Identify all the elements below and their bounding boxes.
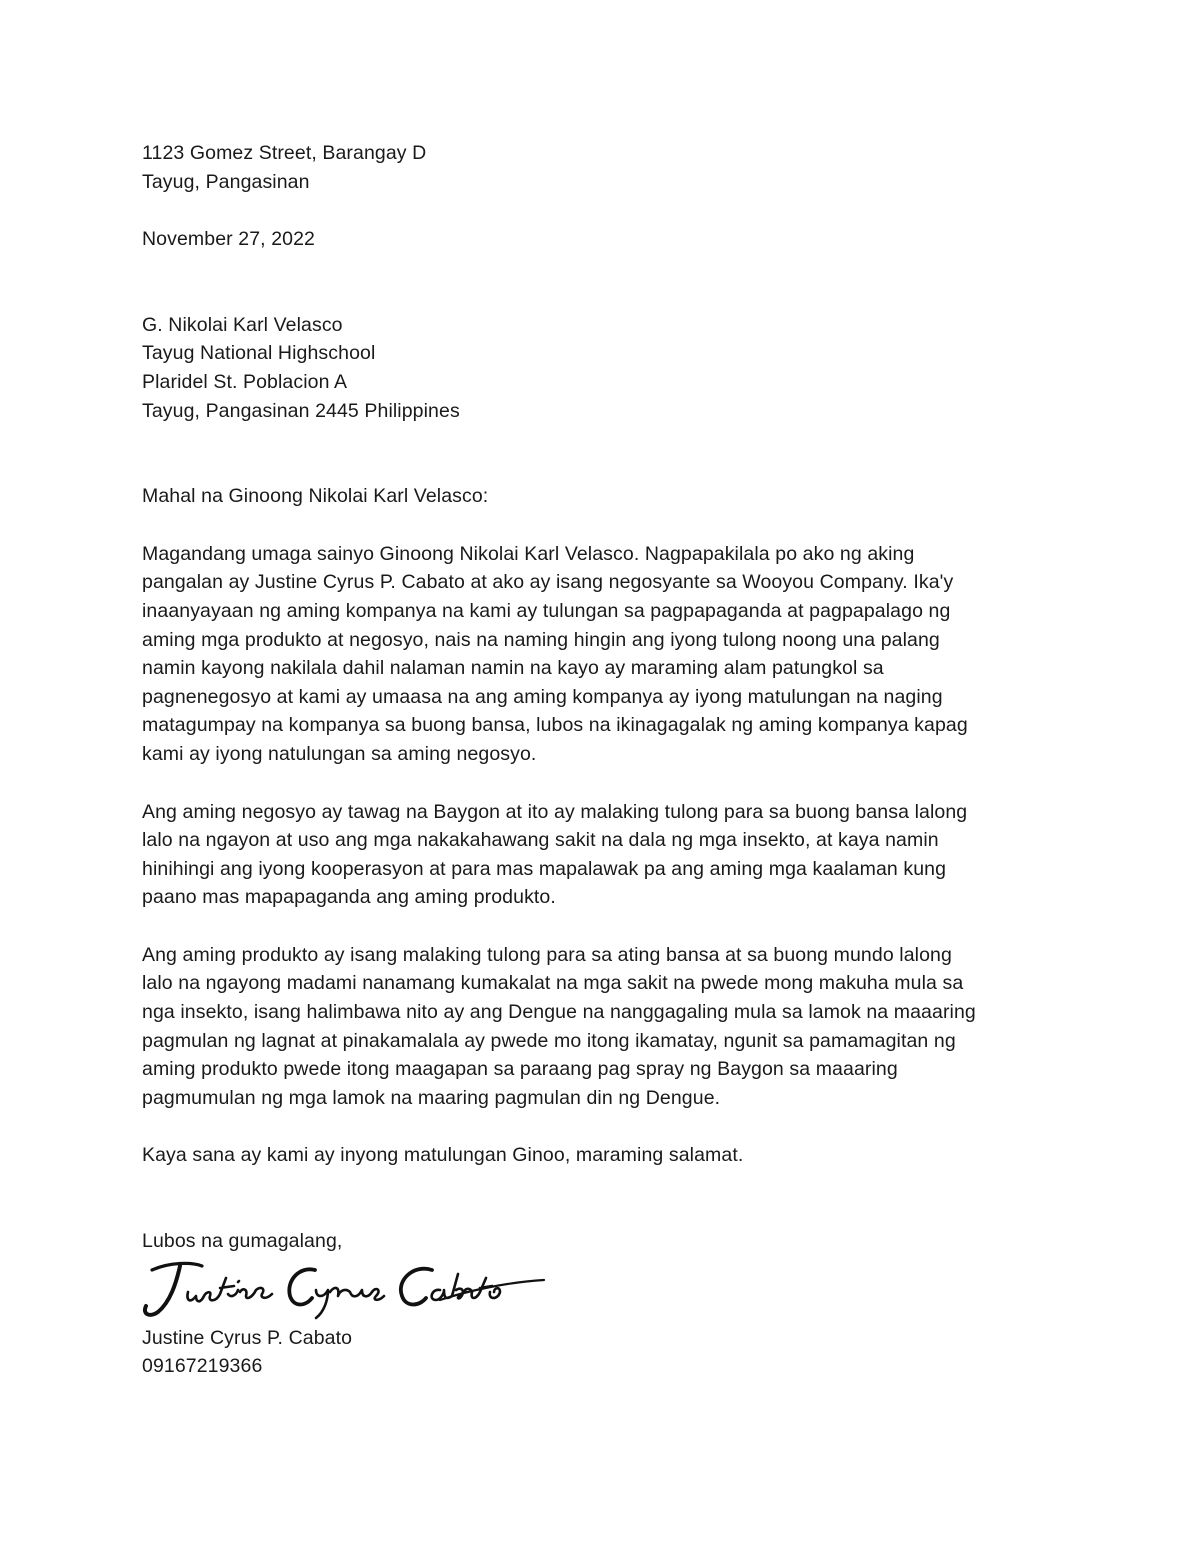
body-paragraph-1 [142,540,1062,769]
signer-phone: 09167219366 [142,1355,263,1378]
spacer [142,1170,1062,1227]
paragraph-line: nga insekto, isang halimbawa nito ay ang Dengue na nanggagaling mula sa lamok na maaaring [142,1001,976,1024]
paragraph-line: pagmumulan ng mga lamok na maaring pagmulan din ng Dengue. [142,1086,721,1109]
paragraph-line: matagumpay na kompanya sa buong bansa, lubos na ikinagagalak ng aming kompanya kapag [142,714,968,737]
paragraph-line: lalo na ngayon at uso ang mga nakakahawang sakit na dala ng mga insekto, at kaya namin [142,829,939,852]
paragraph-line: pagnenegosyo at kami ay umaasa na ang aming kompanya ay iyong matulungan na naging [142,685,943,708]
paragraph-line: lalo na ngayong madami nanamang kumakalat na mga sakit na pwede mong makuha mula sa [142,972,964,995]
spacer [142,912,1062,941]
letter-body [142,139,1062,1381]
sender-address-line2: Tayug, Pangasinan [142,170,310,193]
body-paragraph-4 [142,1141,1062,1170]
body-paragraph-3 [142,941,1062,1113]
recipient-organization: Tayug National Highschool [142,342,376,365]
closing: Lubos na gumagalang, [142,1230,343,1253]
paragraph-line: namin kayong nakilala dahil nalaman namin na kayo ay maraming alam patungkol sa [142,657,884,680]
spacer [142,511,1062,540]
paragraph-line: paano mas mapapaganda ang aming produkto. [142,886,556,909]
sender-address [142,139,1062,196]
spacer [142,196,1062,225]
body-paragraph-2 [142,798,1062,912]
paragraph-line: pangalan ay Justine Cyrus P. Cabato at ako ay isang negosyante sa Wooyou Company. Ika'y [142,571,954,594]
salutation: Mahal na Ginoong Nikolai Karl Velasco: [142,485,489,508]
spacer [142,425,1062,482]
spacer [142,769,1062,798]
paragraph-line: kami ay iyong natulungan sa aming negosyo. [142,742,537,765]
paragraph-line: inaanyayaan ng aming kompanya na kami ay tulungan sa pagpapaganda at pagpapalago ng [142,599,951,622]
paragraph-line: pagmulan ng lagnat at pinakamalala ay pwede mo itong ikamatay, ngunit sa pamamagitan ng [142,1029,956,1052]
paragraph-line: hinihingi ang iyong kooperasyon at para mas mapalawak pa ang aming mga kaalaman kung [142,857,947,880]
recipient-city: Tayug, Pangasinan 2445 Philippines [142,399,460,422]
sender-address-line1: 1123 Gomez Street, Barangay D [142,142,427,164]
paragraph-line: Magandang umaga sainyo Ginoong Nikolai Karl Velasco. Nagpapakilala po ako ng aking [142,542,915,565]
recipient-address [142,311,1062,425]
paragraph-line: aming mga produkto at negosyo, nais na naming hingin ang iyong tulong noong una palang [142,628,940,651]
paragraph-line: Ang aming negosyo ay tawag na Baygon at ito ay malaking tulong para sa buong bansa lalong [142,800,968,823]
signature-graphic [140,1256,550,1324]
recipient-street: Plaridel St. Poblacion A [142,370,348,393]
spacer [142,254,1062,311]
letter-date: November 27, 2022 [142,228,315,251]
handwritten-signature [140,1256,550,1324]
paragraph-line: Ang aming produkto ay isang malaking tulong para sa ating bansa at sa buong mundo lalong [142,943,952,966]
paragraph-line: Kaya sana ay kami ay inyong matulungan Ginoo, maraming salamat. [142,1144,744,1167]
signer-name: Justine Cyrus P. Cabato [142,1326,353,1349]
paragraph-line: aming produkto pwede itong maagapan sa paraang pag spray ng Baygon sa maaaring [142,1058,898,1081]
spacer [142,1112,1062,1141]
recipient-name: G. Nikolai Karl Velasco [142,313,343,336]
